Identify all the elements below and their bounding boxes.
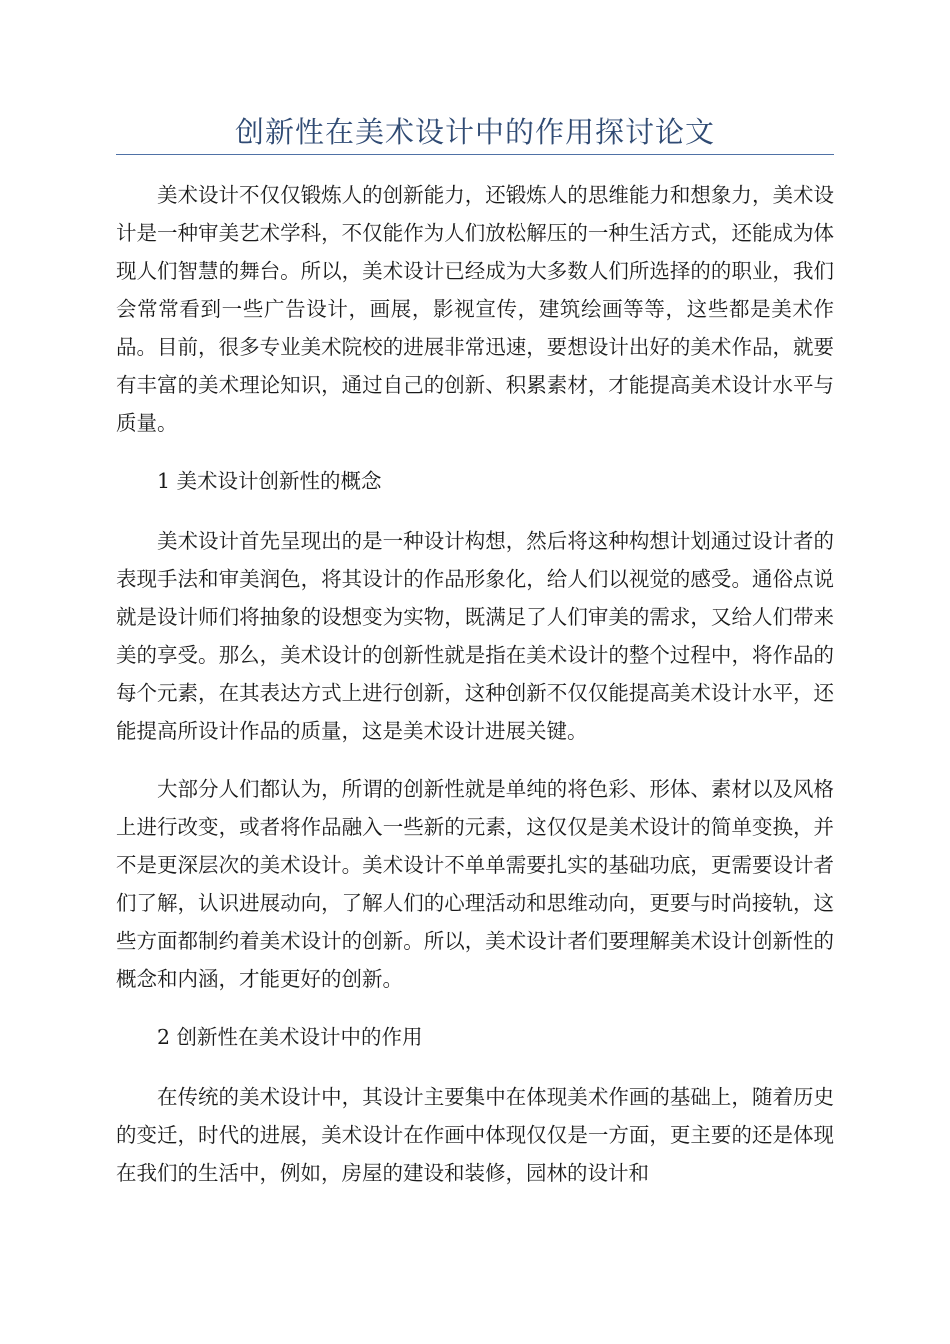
title-underline <box>116 154 834 155</box>
paragraph-concept-2: 大部分人们都认为，所谓的创新性就是单纯的将色彩、形体、素材以及风格上进行改变，或者将作品融入一些新的元素，这仅仅是美术设计的简单变换，并不是更深层次的美术设计。美术设计不单单需要扎实的基础功底，更需要设计者们了解，认识进展动向，了解人们的心理活动和思维动向，更要与时尚接轨，这些方面都制约着美术设计的创新。所以，美术设计者们要理解美术设计创新性的概念和内涵，才能更好的创新。 <box>116 777 834 991</box>
section-heading-1: 1 美术设计创新性的概念 <box>157 469 382 493</box>
paragraph-concept-1: 美术设计首先呈现出的是一种设计构想，然后将这种构想计划通过设计者的表现手法和审美润色，将其设计的作品形象化，给人们以视觉的感受。通俗点说就是设计师们将抽象的设想变为实物，既满足了人们审美的需求，又给人们带来美的享受。那么，美术设计的创新性就是指在美术设计的整个过程中，将作品的每个元素，在其表达方式上进行创新，这种创新不仅仅能提高美术设计水平，还能提高所设计作品的质量，这是美术设计进展关键。 <box>116 529 834 743</box>
document-title: 创新性在美术设计中的作用探讨论文 <box>234 115 715 149</box>
paragraph-intro: 美术设计不仅仅锻炼人的创新能力，还锻炼人的思维能力和想象力，美术设计是一种审美艺术学科，不仅能作为人们放松解压的一种生活方式，还能成为体现人们智慧的舞台。所以，美术设计已经成为大多数人们所选择的的职业，我们会常常看到一些广告设计，画展，影视宣传，建筑绘画等等，这些都是美术作品。目前，很多专业美术院校的进展非常迅速，要想设计出好的美术作品，就要有丰富的美术理论知识，通过自己的创新、积累素材，才能提高美术设计水平与质量。 <box>116 183 834 435</box>
section-heading-2: 2 创新性在美术设计中的作用 <box>157 1025 423 1049</box>
document-body <box>116 176 834 1212</box>
paragraph-role-1: 在传统的美术设计中，其设计主要集中在体现美术作画的基础上，随着历史的变迁，时代的进展，美术设计在作画中体现仅仅是一方面，更主要的还是体现在我们的生活中，例如，房屋的建设和装修，园林的设计和 <box>116 1085 834 1185</box>
